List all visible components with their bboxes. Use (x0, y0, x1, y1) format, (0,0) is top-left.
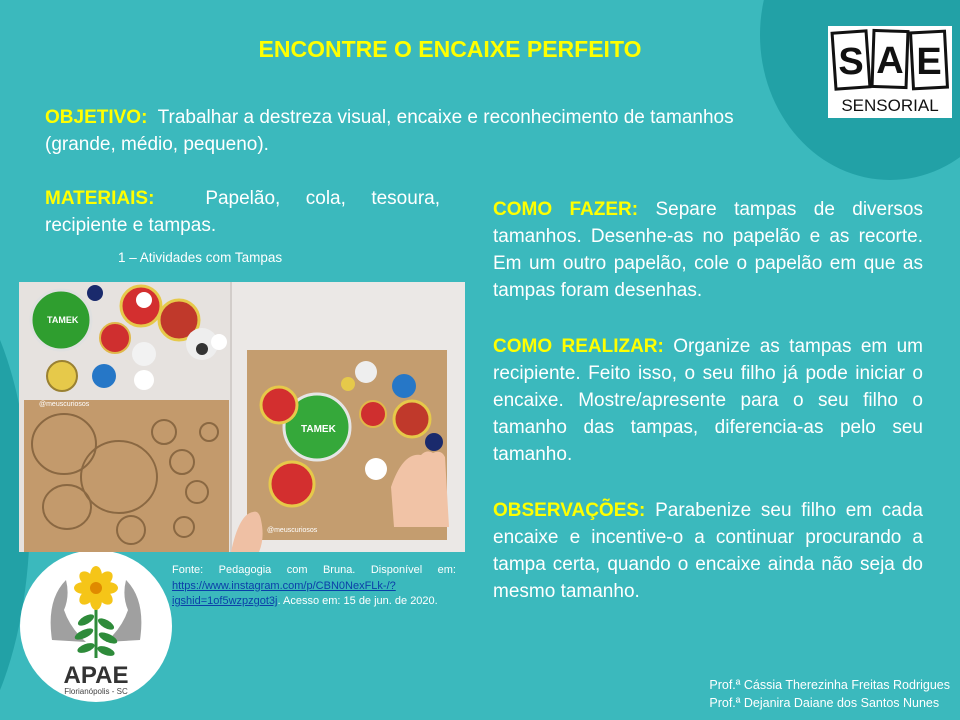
cap-label-left: TAMEK (47, 315, 79, 325)
credit-line-2: Prof.ª Dejanira Daiane dos Santos Nunes (709, 696, 940, 710)
source-citation (172, 563, 456, 610)
photo-watermark-right: @meuscuriosos (267, 527, 318, 534)
credit-line-1: Prof.ª Cássia Therezinha Freitas Rodrigues (709, 678, 950, 692)
sae-subtitle: SENSORIAL (841, 96, 939, 115)
how-to-do-text: Organize as tampas em um recipiente. Feito isso, o seu filho já pode iniciar o encaixe. Mostre/apresente para o seu filho o tamanho das tampas, diferencia-as pelo seu tamanho. (493, 336, 924, 465)
page-title: ENCONTRE O ENCAIXE PERFEITO (258, 36, 642, 62)
figure-caption: 1 – Atividades com Tampas (118, 250, 283, 265)
apae-name: APAE (63, 662, 129, 689)
cap-label-right: TAMEK (301, 424, 336, 435)
how-to-make-paragraph (493, 196, 923, 304)
how-to-do-label: COMO REALIZAR: (493, 336, 664, 357)
objective-paragraph (45, 104, 790, 158)
activity-photo (19, 282, 465, 552)
observations-text: Parabenize seu filho em cada encaixe e incentive-o a continuar procurando a tampa certa, quando o encaixe ainda não seja do mesmo tamanho. (493, 500, 923, 602)
source-prefix: Fonte: Pedagogia com Bruna. Disponível em: (172, 564, 456, 576)
apae-city: Florianópolis - SC (64, 687, 128, 696)
how-to-make-text: Separe tampas de diversos tamanhos. Desenhe-as no papelão e as recorte. Em um outro papelão, cole o papelão em que as tampas foram desenhas. (493, 199, 923, 301)
observations-label: OBSERVAÇÕES: (493, 500, 646, 521)
teacher-credits (709, 676, 950, 712)
sae-letter-e: E (916, 41, 942, 83)
instructions-column (493, 196, 923, 634)
materials-text: Papelão, cola, tesoura, recipiente e tampas. (45, 188, 440, 236)
source-suffix: . Acesso em: 15 de jun. de 2020. (277, 595, 438, 607)
objective-label: OBJETIVO: (45, 107, 148, 128)
objective-text: Trabalhar a destreza visual, encaixe e reconhecimento de tamanhos (grande, médio, pequeno). (45, 107, 734, 155)
materials-label: MATERIAIS: (45, 188, 155, 209)
how-to-make-label: COMO FAZER: (493, 199, 639, 220)
sae-letter-s: S (838, 41, 864, 83)
sae-letter-a: A (876, 40, 904, 82)
source-link[interactable]: https://www.instagram.com/p/CBN0NexFLk-/?igshid=1of5wzpzgot3j (172, 579, 396, 607)
materials-paragraph (45, 185, 440, 239)
observations-paragraph (493, 497, 923, 605)
how-to-do-paragraph (493, 333, 923, 468)
apae-logo (34, 562, 158, 696)
sae-sensorial-logo (828, 26, 952, 118)
photo-watermark-left: @meuscuriosos (39, 401, 90, 408)
